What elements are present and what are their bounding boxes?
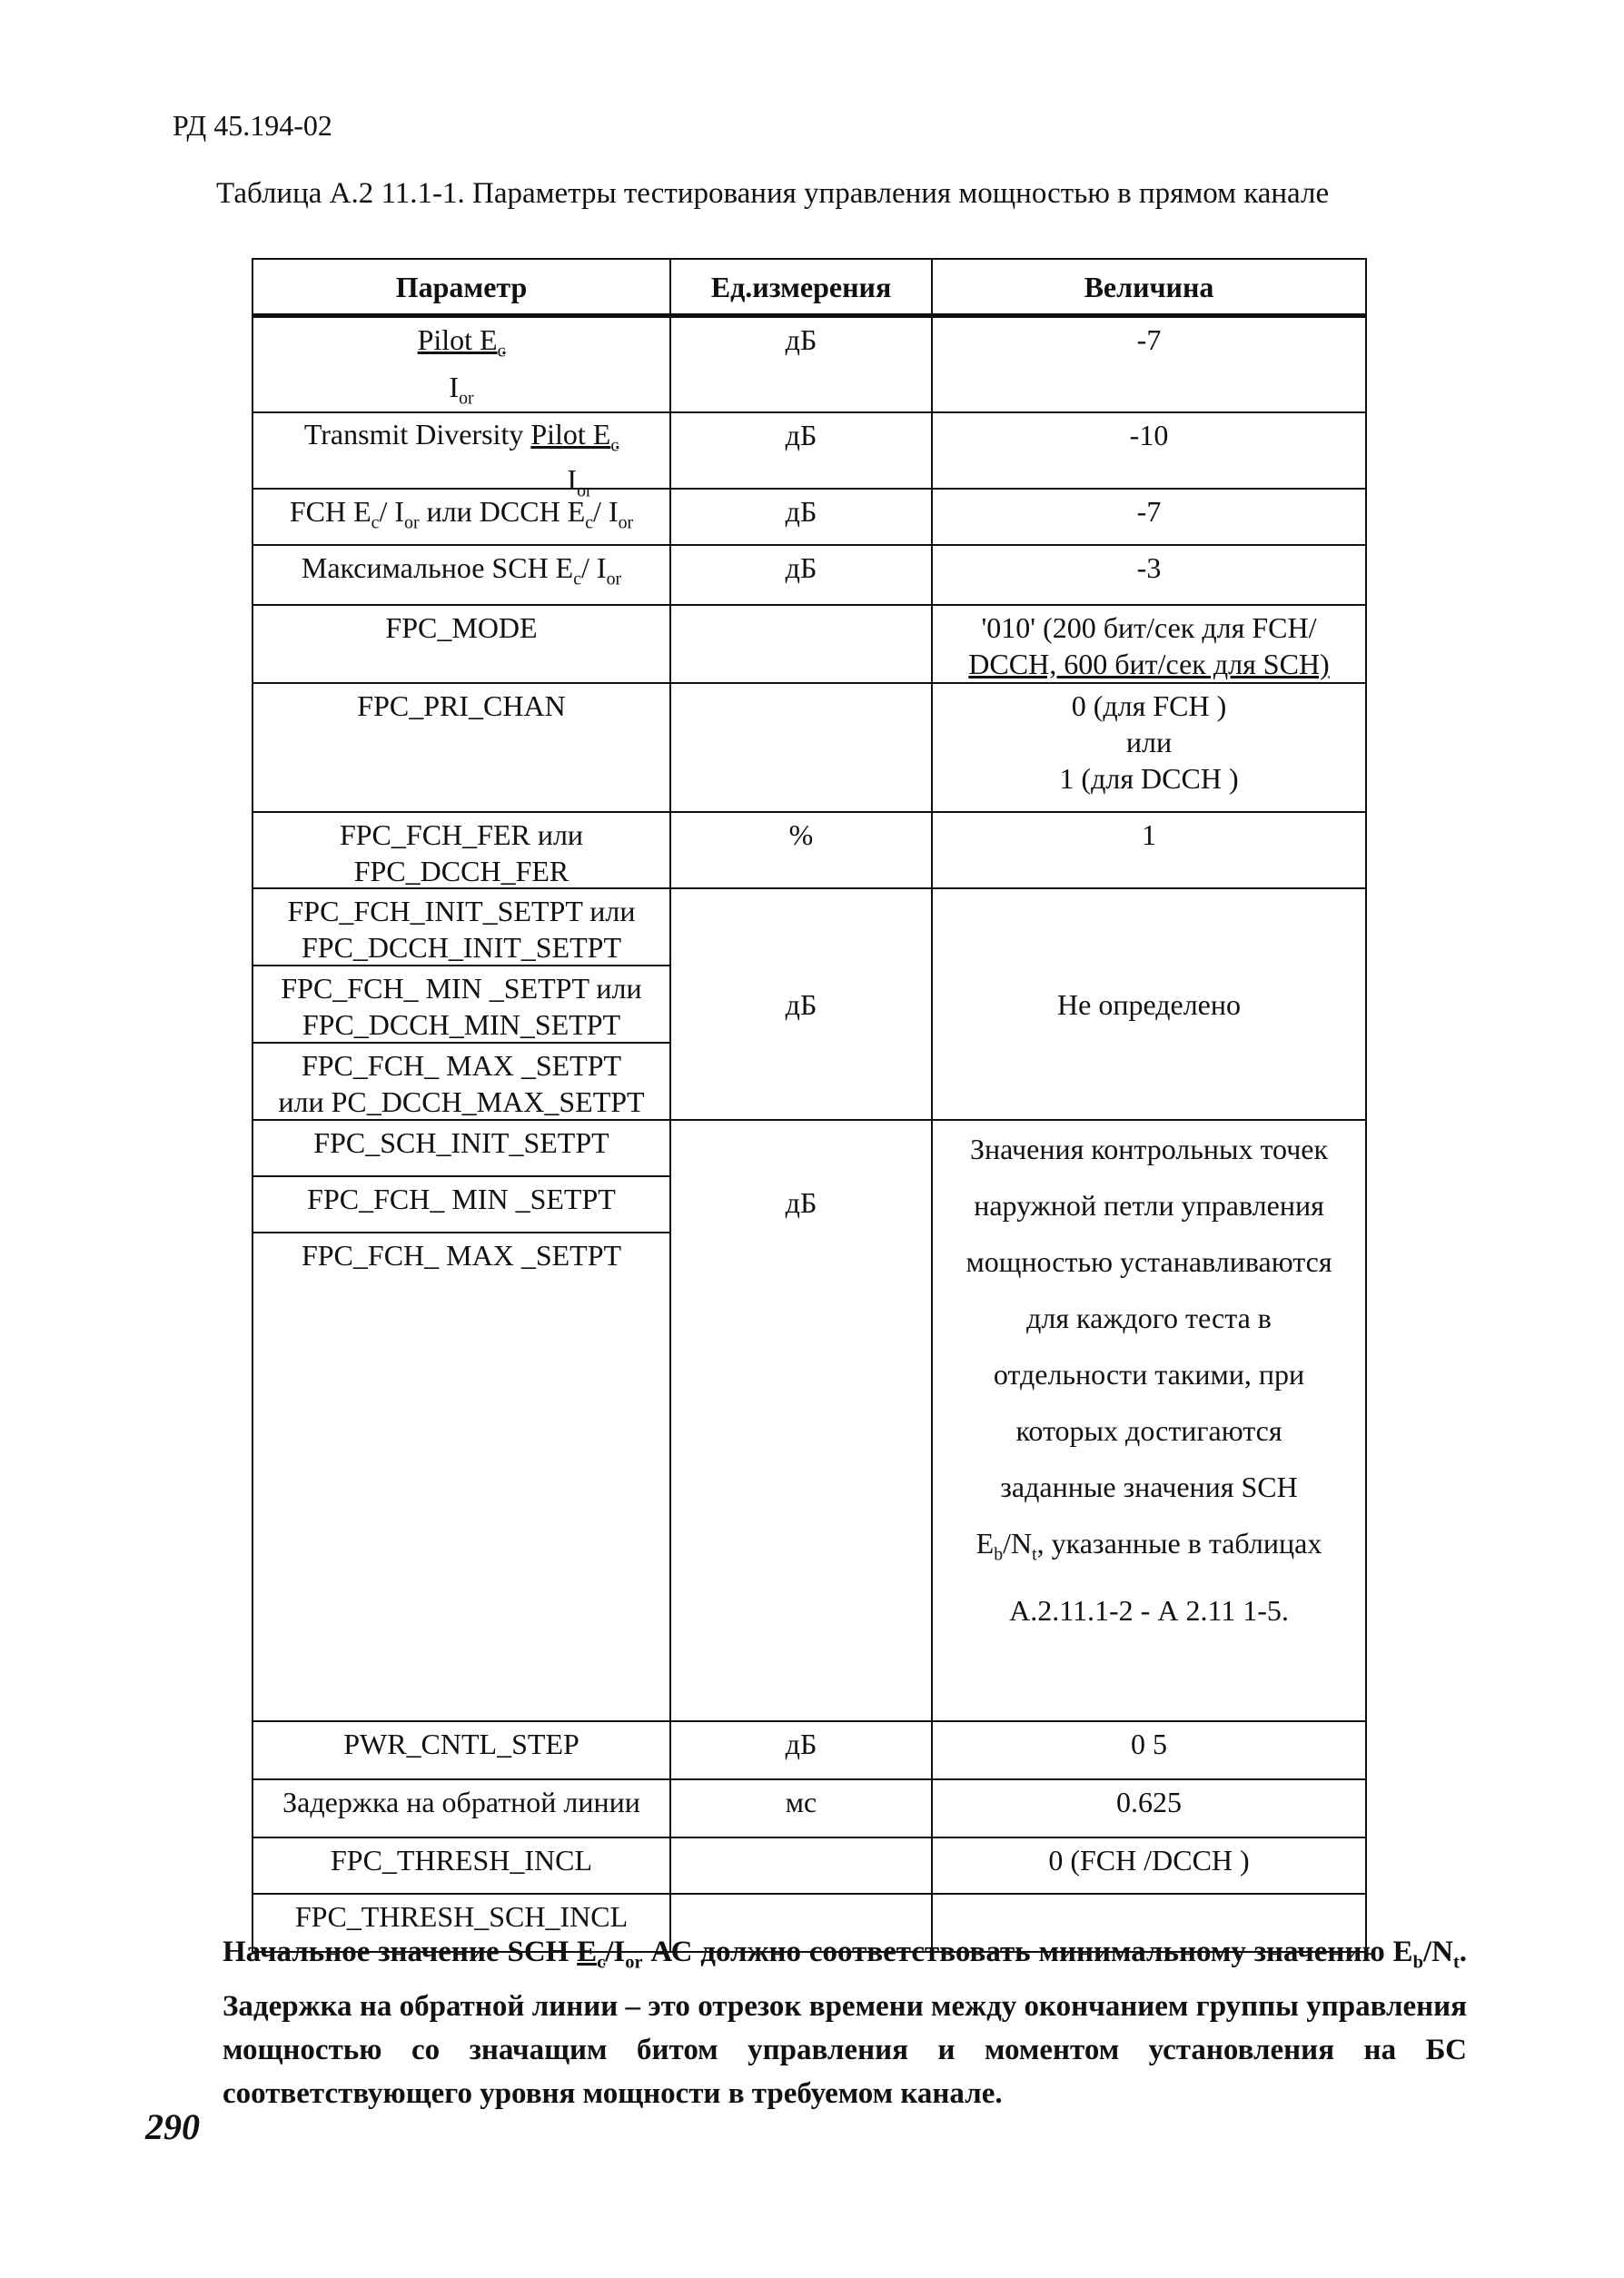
param-pwr-cntl-step: PWR_CNTL_STEP [252,1720,671,1780]
param-fpc-max-setpt: FPC_FCH_ MAX _SETPT или PC_DCCH_MAX_SETPT [252,1042,671,1121]
document-code: РД 45.194-02 [173,109,332,142]
value-fch-dcch: -7 [931,488,1367,546]
unit-sch-group: дБ [669,1119,933,1722]
param-fpc-fch-max-setpt: FPC_FCH_ MAX _SETPT [252,1232,671,1722]
value-reverse-delay: 0.625 [931,1778,1367,1838]
param-fpc-init-setpt: FPC_FCH_INIT_SETPT или FPC_DCCH_INIT_SETPT [252,887,671,966]
param-max-sch: Максимальное SCH $E_c/$ $I_{or}$ [252,544,671,606]
unit-fpc-pri-chan [669,682,933,813]
value-sch-group: Значения контрольных точек наружной петли управления мощностью устанавливаются для каждого теста в отдельности такими, при которых достигаются заданные значения SCH $E_b/N_t$, указанные в таблицах А.2.11.1-2 - А 2.11 1-5. [931,1119,1367,1722]
unit-td-pilot: дБ [669,411,933,490]
unit-fpc-fer: % [669,811,933,889]
param-pilot: Pilot $E_c$ $I_{or}$ [252,316,671,413]
param-fpc-thresh-incl: FPC_THRESH_INCL [252,1837,671,1895]
table-caption: Таблица А.2 11.1-1. Параметры тестирования управления мощностью в прямом канале [216,177,1330,210]
param-reverse-delay: Задержка на обратной линии [252,1778,671,1838]
value-fpc-mode: '010' (200 бит/сек для FCH/ DCCH, 600 бит/сек для SCH) [931,604,1367,684]
unit-reverse-delay: мс [669,1778,933,1838]
param-fpc-fch-min-setpt: FPC_FCH_ MIN _SETPT [252,1175,671,1233]
param-fpc-min-setpt: FPC_FCH_ MIN _SETPT или FPC_DCCH_MIN_SETPT [252,965,671,1044]
unit-setpt-group: дБ [669,887,933,1121]
param-td-pilot: Transmit Diversity Pilot $E_c$ $I_{or}$ [252,411,671,490]
param-fpc-mode: FPC_MODE [252,604,671,684]
value-pwr-cntl-step: 0 5 [931,1720,1367,1780]
column-header-value: Величина [931,258,1367,318]
value-fpc-thresh-incl: 0 (FCH /DCCH ) [931,1837,1367,1895]
value-max-sch: -3 [931,544,1367,606]
unit-fch-dcch: дБ [669,488,933,546]
explanatory-paragraph: Начальное значение SCH $E_c/I_{or}$ АС должно соответствовать минимальному значению $E_b/N_t$. Задержка на обратной линии – это отрезок времени между окончанием группы управления мощностью со значащим битом управления и моментом установления на БС соответствующего уровня мощности в требуемом канале. [223,1936,1467,2110]
unit-max-sch: дБ [669,544,933,606]
param-fpc-sch-init-setpt: FPC_SCH_INIT_SETPT [252,1119,671,1177]
column-header-unit: Ед.измерения [669,258,933,318]
param-fpc-pri-chan: FPC_PRI_CHAN [252,682,671,813]
param-fpc-fer: FPC_FCH_FER или FPC_DCCH_FER [252,811,671,889]
value-setpt-group: Не определено [931,887,1367,1121]
column-header-parameter: Параметр [252,258,671,318]
unit-fpc-thresh-incl [669,1837,933,1895]
parameters-table [252,258,1367,1933]
value-fpc-pri-chan: 0 (для FCH ) или 1 (для DCCH ) [931,682,1367,813]
value-fpc-fer: 1 [931,811,1367,889]
value-td-pilot: -10 [931,411,1367,490]
param-fch-dcch: FCH $E_c/$ $I_{or}$ или DCCH $E_c/$ $I_{or}$ [252,488,671,546]
value-pilot: -7 [931,316,1367,413]
page-number: 290 [145,2106,200,2147]
param-fpc-thresh-sch-incl: FPC_THRESH_SCH_INCL [252,1893,671,1953]
unit-pwr-cntl-step: дБ [669,1720,933,1780]
unit-fpc-mode [669,604,933,684]
unit-pilot: дБ [669,316,933,413]
